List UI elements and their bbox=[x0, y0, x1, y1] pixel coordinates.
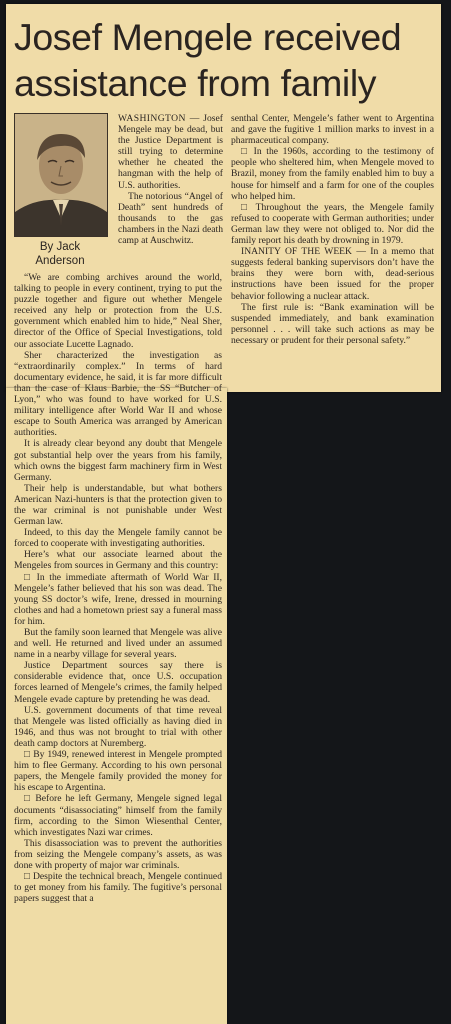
paragraph: This disassociation was to prevent the authorities from seizing the Mengele company’s assets, as was done with property of major war criminals. bbox=[14, 837, 222, 871]
headline: Josef Mengele received assistance from family bbox=[14, 16, 402, 104]
paragraph: Here’s what our associate learned about the Mengeles from sources in Germany and this country: bbox=[14, 549, 222, 572]
column-right bbox=[231, 113, 434, 390]
paragraph: □ Throughout the years, the Mengele family refused to cooperate with German authorities; under German law they were not obliged to. Nor did the family report his death by drowning in 1979. bbox=[231, 201, 434, 247]
paragraph: Justice Department sources say there is considerable evidence that, once U.S. occupation forces learned of Mengele’s crimes, the family helped Mengele evade capture by pretending he was dead. bbox=[14, 660, 222, 705]
paragraph: But the family soon learned that Mengele was alive and well. He returned and lived under an assumed name in a nearby village for several years. bbox=[14, 627, 222, 661]
paragraph: It is already clear beyond any doubt that Mengele got substantial help over the years from his family, which owns the biggest farm machinery firm in West Germany. bbox=[14, 438, 222, 483]
paragraph: The first rule is: “Bank examination will be suspended immediately, and bank examination personnel . . . will take such actions as may be necessary or prudent for their personal safety.” bbox=[231, 301, 434, 346]
paragraph: □ Despite the technical breach, Mengele continued to get money from his family. The fugitive’s personal papers suggest that a bbox=[14, 871, 222, 905]
lead-text: — Josef Mengele may be dead, but the Justice Department is still trying to determine whether he cheated the hangman with the help of U.S. authorities. bbox=[118, 113, 223, 191]
author-portrait-icon bbox=[15, 114, 107, 236]
paragraph: senthal Center, Mengele’s father went to Argentina and gave the fugitive 1 million marks to invest in a pharmaceutical company. bbox=[231, 113, 434, 147]
paragraph: Indeed, to this day the Mengele family cannot be forced to cooperate with investigating authorities. bbox=[14, 527, 222, 550]
paragraph: □ In the immediate aftermath of World War II, Mengele’s father believed that his son was dead. The young SS doctor’s wife, Irene, dressed in mourning clothes and had a hometown priest say a funeral mass for him. bbox=[14, 571, 222, 627]
paragraph: □ Before he left Germany, Mengele signed legal documents “disassociating” himself from the family firm, according to the Simon Wiesenthal Center, which investigates Nazi war crimes. bbox=[14, 793, 222, 838]
paragraph: “We are combing archives around the world, talking to people in every continent, trying to put the puzzle together and figure out whether Mengele received any help or protection from the U.S. government which enabled him to hide,” Neal Sher, director of the Office of Special Investigations, told our associate Lucette Lagnado. bbox=[14, 272, 222, 350]
column-main bbox=[14, 272, 222, 1024]
byline: By Jack Anderson bbox=[35, 241, 85, 267]
paragraph: □ By 1949, renewed interest in Mengele prompted him to flee Germany. According to his own personal papers, the Mengele family provided the money for his escape to Argentina. bbox=[14, 749, 222, 794]
paragraph: □ In the 1960s, according to the testimony of people who sheltered him, when Mengele moved to Brazil, money from the family enabled him to buy a house for himself and a farm for one of the couples who helped him. bbox=[231, 146, 434, 202]
column-lead bbox=[118, 113, 223, 273]
inanity-paragraph: INANITY OF THE WEEK — In a memo that suggests federal banking supervisors don’t have the brains they were born with, dead-serious instructions have been issued for the proper behavior following a nuclear attack. bbox=[231, 246, 434, 302]
paragraph: The notorious “Angel of Death” sent hundreds of thousands to the gas chambers in the Nazi death camp at Auschwitz. bbox=[118, 190, 223, 247]
author-photo bbox=[14, 113, 108, 237]
paragraph: Sher characterized the investigation as “extraordinarily complex.” In terms of hard documentary evidence, he said, it is far more difficult than the case of Klaus Barbie, the SS “Butcher of Lyon,” who was found to have worked for U.S. military intelligence after World War II and whose escape to South America was arranged by American authorities. bbox=[14, 349, 222, 439]
dateline-paragraph bbox=[118, 113, 223, 191]
paragraph: Their help is understandable, but what bothers American Nazi-hunters is that the protection given to the war criminal is not punishable under West German law. bbox=[14, 482, 222, 528]
dateline: WASHINGTON bbox=[118, 113, 186, 124]
paragraph: U.S. government documents of that time reveal that Mengele was listed officially as having died in 1946, and thus was not brought to trial with other death camp doctors at Nuremberg. bbox=[14, 704, 222, 749]
